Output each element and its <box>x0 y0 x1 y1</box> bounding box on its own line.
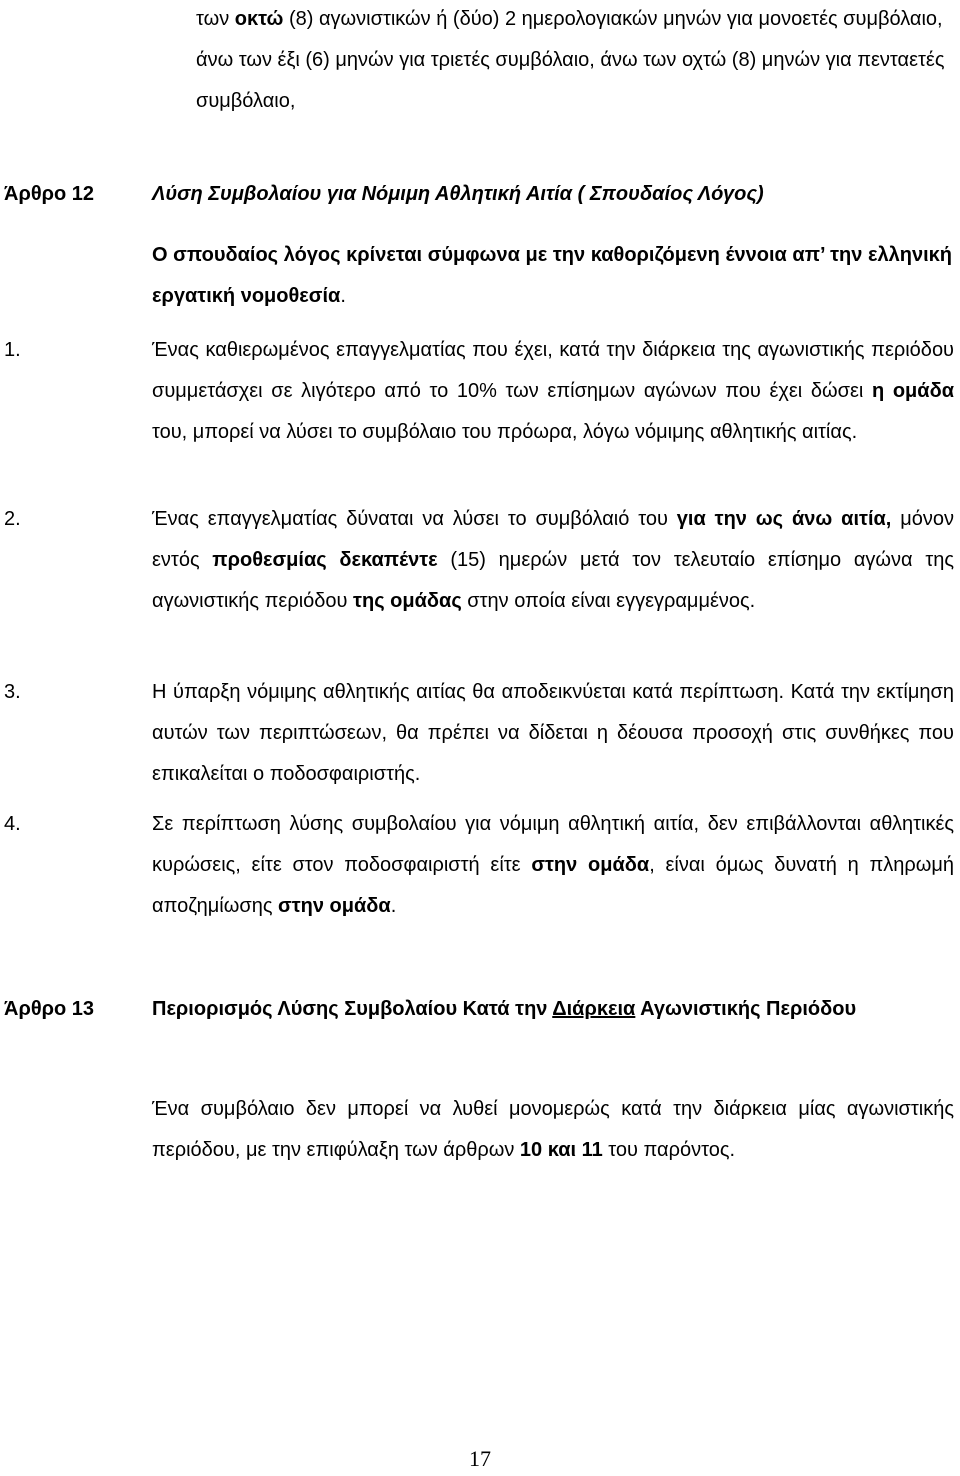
item-1-text: Ένας καθιερωμένος επαγγελματίας που έχει, κατά την διάρκεια της αγωνιστικής περιόδου συμμετάσχει σε λιγότερο από το 10% των επίσημων αγώνων που έχει δώσει η ομάδα του, μπορεί να λύσει το συμβόλαιο του πρόωρα, λόγω νόμιμης αθλητικής αιτίας. <box>152 339 954 443</box>
item-2-number: 2. <box>4 508 21 530</box>
item-2-text: Ένας επαγγελματίας δύναται να λύσει το συμβόλαιό του για την ως άνω αιτία, μόνον εντός προθεσμίας δεκαπέντε (15) ημερών μετά τον τελευταίο επίσημο αγώνα της αγωνιστικής περιόδου της ομάδας στην οποία είναι εγγεγραμμένος. <box>152 508 955 612</box>
article-13-title: Περιορισμός Λύσης Συμβολαίου Κατά την Διάρκεια Αγωνιστικής Περιόδου <box>152 998 857 1020</box>
article-13-body: Ένα συμβόλαιο δεν μπορεί να λυθεί μονομερώς κατά την διάρκεια μίας αγωνιστικής περιόδου, με την επιφύλαξη των άρθρων 10 και 11 του παρόντος. <box>152 1098 954 1161</box>
item-3-number: 3. <box>4 681 21 703</box>
article-12-title: Λύση Συμβολαίου για Νόμιμη Αθλητική Αιτία ( Σπουδαίος Λόγος) <box>152 183 764 205</box>
item-3-text: Η ύπαρξη νόμιμης αθλητικής αιτίας θα αποδεικνύεται κατά περίπτωση. Κατά την εκτίμηση αυτών των περιπτώσεων, θα πρέπει να δίδεται η δέουσα προσοχή στις συνθήκες που επικαλείται ο ποδοσφαιριστής. <box>152 681 954 785</box>
item-4-number: 4. <box>4 813 21 835</box>
item-4-text: Σε περίπτωση λύσης συμβολαίου για νόμιμη αθλητική αιτία, δεν επιβάλλονται αθλητικές κυρώσεις, είτε στον ποδοσφαιριστή είτε στην ομάδα, είναι όμως δυνατή η πληρωμή αποζημίωσης στην ομάδα. <box>152 813 954 917</box>
intro-paragraph: των οκτώ (8) αγωνιστικών ή (δύο) 2 ημερολογιακών μηνών για μονοετές συμβόλαιο, άνω των έξι (6) μηνών για τριετές συμβόλαιο, άνω των οχτώ (8) μηνών για πενταετές συμβόλαιο, <box>196 8 945 112</box>
article-12-label: Άρθρο 12 <box>4 183 95 205</box>
page-number: 17 <box>469 1446 491 1471</box>
item-1-number: 1. <box>4 339 21 361</box>
article-13-label: Άρθρο 13 <box>4 998 95 1020</box>
article-12-intro: Ο σπουδαίος λόγος κρίνεται σύμφωνα με την καθοριζόμενη έννοια απ’ την ελληνική εργατική νομοθεσία. <box>152 244 952 307</box>
intro-bold: οκτώ <box>234 8 284 30</box>
